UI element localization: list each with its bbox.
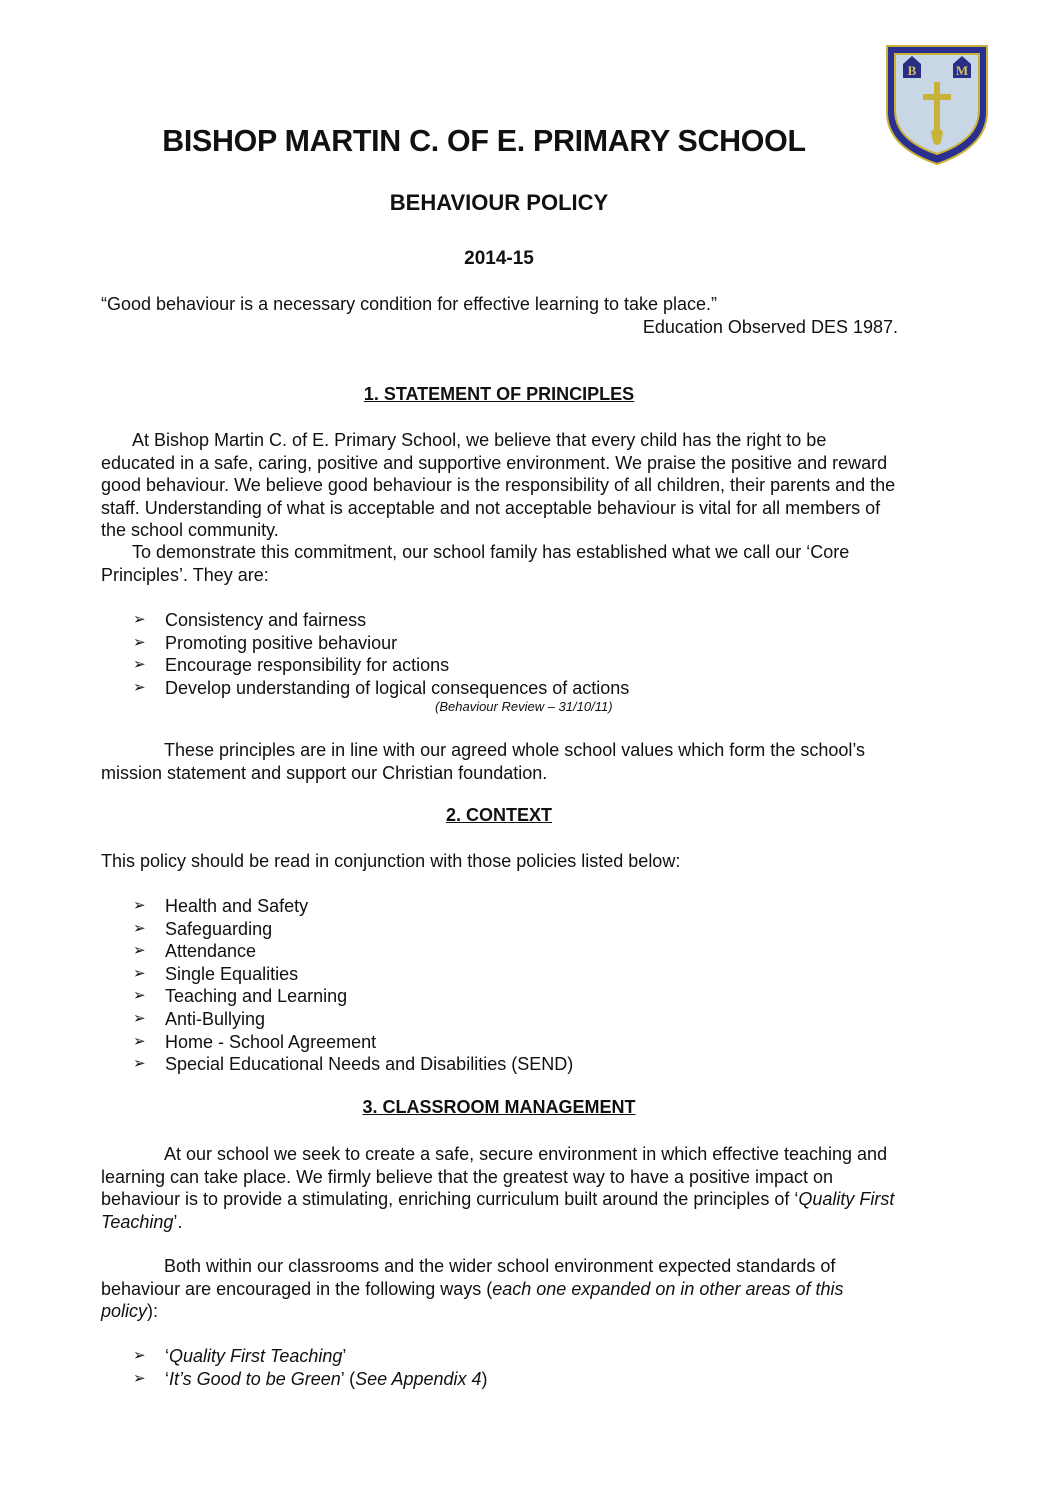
list-item: ➢ ‘It’s Good to be Green’ (See Appendix 4)	[133, 1368, 488, 1389]
school-name: BISHOP MARTIN C. OF E. PRIMARY SCHOOL	[162, 123, 806, 158]
context-intro: This policy should be read in conjunction with those policies listed below:	[101, 851, 681, 871]
principles-paragraph-1: At Bishop Martin C. of E. Primary School, we believe that every child has the right to be educated in a safe, caring, positive and supportive environment. We praise the positive and reward good behaviour. We believe good behaviour is the responsibility of all children, their parents and the staff. Understanding of what is acceptable and not acceptable behaviour is vital for all members of the school community.	[101, 430, 896, 540]
svg-text:M: M	[955, 63, 969, 78]
list-item: ➢ Health and Safety	[133, 896, 309, 916]
review-note: (Behaviour Review – 31/10/11)	[435, 699, 613, 714]
list-item: ➢ Safeguarding	[133, 918, 273, 939]
behaviour-strategies-list	[133, 1345, 488, 1390]
arrow-bullet-icon: ➢	[133, 1009, 146, 1027]
arrow-bullet-icon: ➢	[133, 1369, 146, 1387]
svg-text:B: B	[907, 63, 917, 78]
arrow-bullet-icon: ➢	[133, 942, 146, 960]
arrow-bullet-icon: ➢	[133, 897, 146, 914]
arrow-bullet-icon: ➢	[133, 1055, 146, 1073]
list-item: ➢ Teaching and Learning	[133, 986, 348, 1007]
section-heading-principles: 1. STATEMENT OF PRINCIPLES	[363, 384, 635, 404]
opening-quote: “Good behaviour is a necessary condition for effective learning to take place.”	[101, 294, 718, 314]
arrow-bullet-icon: ➢	[133, 1347, 146, 1364]
arrow-bullet-icon: ➢	[133, 919, 146, 937]
document-title: BEHAVIOUR POLICY	[389, 190, 609, 215]
arrow-bullet-icon: ➢	[133, 1032, 146, 1050]
core-principles-list	[133, 609, 629, 699]
list-item: ➢ Anti-Bullying	[133, 1008, 266, 1029]
list-item: ➢ Promoting positive behaviour	[133, 632, 398, 653]
list-item: ➢ Home - School Agreement	[133, 1031, 377, 1052]
list-item: ➢ Consistency and fairness	[133, 610, 367, 630]
list-item: ➢ Single Equalities	[133, 963, 299, 984]
arrow-bullet-icon: ➢	[133, 678, 146, 696]
section-heading-context: 2. CONTEXT	[445, 805, 552, 825]
list-item: ➢ ‘Quality First Teaching’	[133, 1346, 347, 1366]
list-item: ➢ Develop understanding of logical consequences of actions	[133, 677, 630, 698]
list-item: ➢ Attendance	[133, 941, 257, 962]
arrow-bullet-icon: ➢	[133, 611, 146, 628]
list-item: ➢ Special Educational Needs and Disabilities (SEND)	[133, 1054, 574, 1075]
classroom-paragraph-2: Both within our classrooms and the wider school environment expected standards of behaviour are encouraged in the following ways (each one expanded on in other areas of this policy):	[101, 1256, 844, 1321]
related-policies-list	[133, 895, 573, 1076]
arrow-bullet-icon: ➢	[133, 964, 146, 982]
arrow-bullet-icon: ➢	[133, 656, 146, 674]
principles-paragraph-2: To demonstrate this commitment, our school family has established what we call our ‘Core Principles’. They are:	[101, 542, 850, 585]
arrow-bullet-icon: ➢	[133, 987, 146, 1005]
policy-year: 2014-15	[464, 248, 534, 269]
section-heading-classroom-management: 3. CLASSROOM MANAGEMENT	[362, 1097, 636, 1117]
list-item: ➢ Encourage responsibility for actions	[133, 655, 450, 676]
principles-paragraph-3: These principles are in line with our agreed whole school values which form the school’s mission statement and support our Christian foundation.	[101, 740, 866, 783]
classroom-paragraph-1: At our school we seek to create a safe, secure environment in which effective teaching and learning can take place. We firmly believe that the greatest way to have a positive impact on behaviour is to provide a stimulating, enriching curriculum built around the principles of ‘Quality First Teaching’.	[101, 1144, 895, 1232]
arrow-bullet-icon: ➢	[133, 633, 146, 651]
quote-source: Education Observed DES 1987.	[642, 317, 898, 337]
